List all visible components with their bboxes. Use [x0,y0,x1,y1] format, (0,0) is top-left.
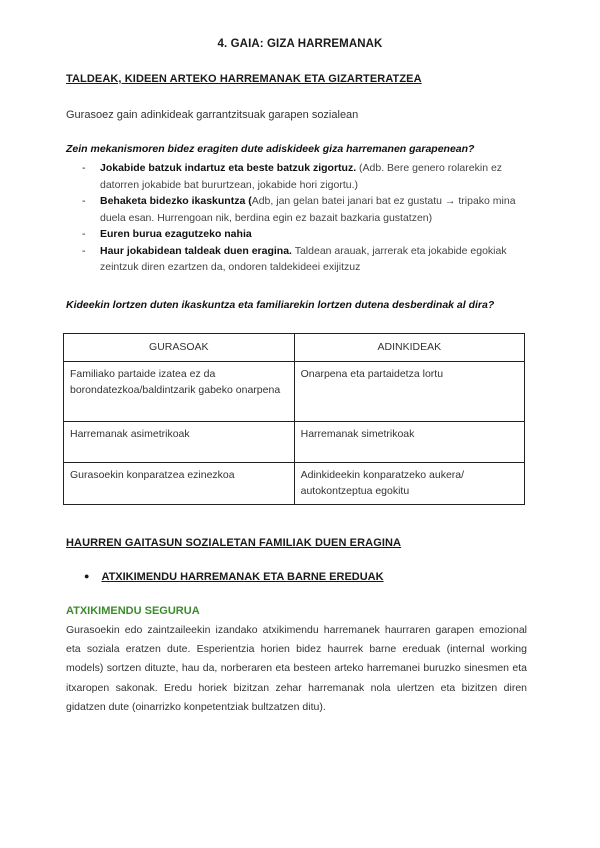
subheading-secure-attachment: ATXIKIMENDU SEGURUA [66,605,200,617]
table-cell: Onarpena eta partaidetza lortu [294,362,524,422]
list-item [82,160,542,193]
table-cell: Familiako partaide izatea ez da borondatezkoa/baldintzarik gabeko onarpena [64,362,295,422]
list-item-bold: Behaketa bidezko ikaskuntza ( [100,195,252,207]
bullet-attachment [84,571,384,583]
page-title: 4. GAIA: GIZA HARREMANAK [217,38,383,50]
list-item-text: (Adb. Bere genero rolarekin ez datorren jokabide bat bururtzean, jokabide hori zigortu.) [100,162,503,191]
section-heading-groups: TALDEAK, KIDEEN ARTEKO HARREMANAK ETA GIZARTERATZEA [66,73,422,85]
list-item-text: Taldean arauak, jarrerak eta jokabide egokiak zeintzuk diren ezartzen da, ondoren taldekideei exijitzuz [100,244,507,273]
table-row [64,362,525,422]
list-item [82,193,542,226]
section-heading-family: HAURREN GAITASUN SOZIALETAN FAMILIAK DUEN ERAGINA [66,537,402,549]
list-item-bold: Haur jokabidean taldeak duen eragina. [100,244,292,257]
table-cell: Harremanak asimetrikoak [64,422,295,463]
list-item [82,226,542,243]
comparison-table [63,333,525,505]
list-item [82,243,542,276]
column-header-parents: GURASOAK [64,334,295,362]
table-row [64,463,525,505]
bullet-dot-icon: ● [84,571,90,581]
body-paragraph: Gurasoekin edo zaintzaileekin izandako atxikimendu harremanek haurraren garapen emozional eta soziala eratzen dute. Esperientzia horien bidez haurrek barne ereduak (internal working models) sortzen dituzte, hau da, norberaren eta besteen arteko harremanei buruzko sinesmen eta itxaropen sakonak. Eredu horiek bizitzan zehar harremanak nola ulertzen eta bizitzen diren gidatzen dute (oinarrizko konpetentziak bultzatzen ditu). [66,624,527,713]
table-cell: Adinkideekin konparatzeko aukera/ autokontzeptua egokitu [294,463,524,505]
bullet-text: ATXIKIMENDU HARREMANAK ETA BARNE EREDUAK [101,571,384,583]
list-item-bold: Jokabide batzuk indartuz eta beste batzuk zigortuz. [100,162,357,174]
column-header-peers: ADINKIDEAK [294,334,524,362]
question-comparison: Kideekin lortzen duten ikaskuntza eta familiarekin lortzen dutena desberdinak al dira? [66,299,495,311]
dash-bullet: - [82,228,86,240]
list-item-text: Adb, jan gelan batei janari bat ez gustatu → tripako mina duela esan. Hurrengoan nik, berdina egin ez bazait bazkaria gustatzen) [100,195,516,224]
question-mechanisms: Zein mekanismoren bidez eragiten dute adiskideek giza harremanen garapenean? [66,143,475,155]
dash-bullet: - [82,162,86,174]
table-cell: Harremanak simetrikoak [294,422,524,463]
mechanisms-list [82,160,542,276]
dash-bullet: - [82,195,86,207]
table-row [64,422,525,463]
list-item-bold: Euren burua ezagutzeko nahia [100,228,252,240]
dash-bullet: - [82,244,86,257]
table-cell: Gurasoekin konparatzea ezinezkoa [64,463,295,505]
intro-paragraph: Gurasoez gain adinkideak garrantzitsuak garapen sozialean [66,109,359,121]
table-header-row [64,334,525,362]
